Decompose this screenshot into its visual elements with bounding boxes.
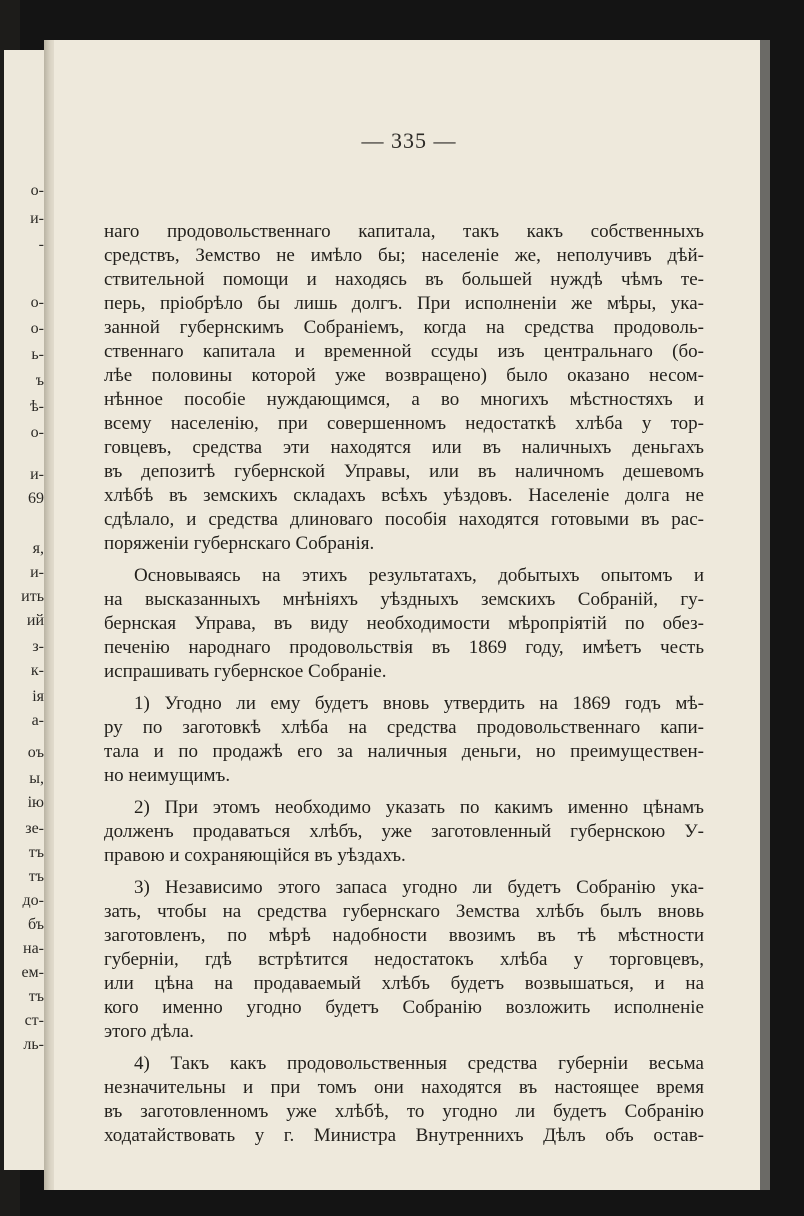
left-page-fragment: на- bbox=[23, 940, 44, 957]
text-line: хлѣбѣ въ земскихъ складахъ всѣхъ уѣздовъ. Населеніе долга не bbox=[104, 485, 704, 506]
text-line: этого дѣла. bbox=[104, 1021, 194, 1042]
left-page-fragment: и- bbox=[30, 564, 44, 581]
page-number: — 335 — bbox=[361, 128, 457, 153]
left-page-fragment: ем- bbox=[21, 964, 44, 981]
left-page-fragment: ія bbox=[32, 688, 44, 705]
text-line: сдѣлало, и средства длиноваго пособія находятся готовыми въ рас- bbox=[104, 509, 704, 530]
text-line: печенію народнаго продовольствія въ 1869 году, имѣетъ честь bbox=[104, 637, 704, 658]
text-line: наго продовольственнаго капитала, такъ какъ собственныхъ bbox=[104, 221, 704, 242]
left-page-fragment: ію bbox=[27, 794, 44, 811]
text-line: перь, пріобрѣло бы лишь долгъ. При исполненіи же мѣры, ука- bbox=[104, 293, 704, 314]
text-line: зать, чтобы на средства губернскаго Земства хлѣбъ былъ вновь bbox=[104, 901, 704, 922]
left-page-fragment: з- bbox=[32, 638, 44, 655]
left-page-fragment: ить bbox=[21, 588, 44, 605]
left-page-fragment: и- bbox=[30, 466, 44, 483]
text-line: ствительной помощи и находясь въ большей нуждѣ чѣмъ те- bbox=[104, 269, 704, 290]
text-line: 3) Независимо этого запаса угодно ли будетъ Собранію ука- bbox=[134, 877, 704, 898]
text-line: лѣе половины которой уже возвращено) было оказано несом- bbox=[104, 365, 704, 386]
left-page-fragment: а- bbox=[31, 712, 44, 729]
page-edge-shadow bbox=[760, 40, 770, 1190]
text-line: 2) При этомъ необходимо указать по какимъ именно цѣнамъ bbox=[134, 797, 704, 818]
text-line: кого именно угодно будетъ Собранію возложить исполненіе bbox=[104, 997, 704, 1018]
left-page-fragment: зе- bbox=[25, 820, 44, 837]
left-page-fragment: ъ bbox=[35, 372, 44, 389]
left-page-fragment: о- bbox=[30, 294, 44, 311]
text-line: тала и по продажѣ его за наличныя деньги, но преимуществен- bbox=[104, 741, 704, 762]
left-page-fragment: ст- bbox=[24, 1012, 44, 1029]
left-page-fragment: ь- bbox=[31, 346, 44, 363]
left-page-fragment: ль- bbox=[23, 1036, 44, 1053]
left-page-fragment: бъ bbox=[27, 916, 44, 933]
text-line: Основываясь на этихъ результатахъ, добытыхъ опытомъ и bbox=[134, 565, 704, 586]
text-line: губерніи, гдѣ встрѣтится недостатокъ хлѣба у торговцевъ, bbox=[104, 949, 704, 970]
left-page-fragment: и- bbox=[30, 210, 44, 227]
text-line: испрашивать губернское Собраніе. bbox=[104, 661, 387, 682]
text-line: бернская Управа, въ виду необходимости мѣропріятій по обез- bbox=[104, 613, 704, 634]
left-page-fragment: - bbox=[38, 236, 44, 253]
left-page-fragment: я, bbox=[32, 540, 44, 557]
text-line: поряженіи губернскаго Собранія. bbox=[104, 533, 375, 554]
left-page-fragment: о- bbox=[30, 182, 44, 199]
text-line: занной губернскимъ Собраніемъ, когда на средства продоволь- bbox=[104, 317, 704, 338]
left-page-fragment: тъ bbox=[28, 988, 44, 1005]
left-page-fragment: о- bbox=[30, 424, 44, 441]
text-line: правою и сохраняющійся въ уѣздахъ. bbox=[104, 845, 406, 866]
left-page-fragment: ий bbox=[26, 612, 44, 629]
text-line: нѣнное пособіе нуждающимся, а во многихъ мѣстностяхъ и bbox=[104, 389, 704, 410]
text-line: заготовленъ, по мѣрѣ надобности ввозимъ въ тѣ мѣстности bbox=[104, 925, 704, 946]
text-line: ру по заготовкѣ хлѣба на средства продовольственнаго капи- bbox=[104, 717, 704, 738]
text-line: но неимущимъ. bbox=[104, 765, 231, 786]
left-page-fragment: к- bbox=[30, 662, 44, 679]
text-line: ходатайствовать у г. Министра Внутреннихъ Дѣлъ объ остав- bbox=[104, 1125, 704, 1146]
text-line: ственнаго капитала и временной ссуды изъ центральнаго (бо- bbox=[104, 341, 704, 362]
left-page-fragment: до- bbox=[22, 892, 44, 909]
text-line: долженъ продаваться хлѣбъ, уже заготовленный губернскою У- bbox=[104, 821, 704, 842]
left-page-fragment: 69 bbox=[28, 490, 44, 507]
document-page bbox=[54, 40, 764, 1190]
text-line: 1) Угодно ли ему будетъ вновь утвердить на 1869 годъ мѣ- bbox=[134, 693, 704, 714]
text-line: незначительны и при томъ они находятся въ настоящее время bbox=[104, 1077, 704, 1098]
left-page-fragment: оъ bbox=[27, 744, 44, 761]
text-line: въ депозитѣ губернской Управы, или въ наличномъ дешевомъ bbox=[104, 461, 704, 482]
text-line: всему населенію, при совершенномъ недостаткѣ хлѣба у тор- bbox=[104, 413, 704, 434]
left-page-fragment: тъ bbox=[28, 868, 44, 885]
text-line: 4) Такъ какъ продовольственныя средства губерніи весьма bbox=[134, 1053, 704, 1074]
text-line: на высказанныхъ мнѣніяхъ уѣздныхъ земскихъ Собраній, гу- bbox=[104, 589, 704, 610]
text-line: или цѣна на продаваемый хлѣбъ будетъ возвышаться, и на bbox=[104, 973, 704, 994]
text-line: въ заготовленномъ уже хлѣбѣ, то угодно ли будетъ Собранію bbox=[104, 1101, 704, 1122]
left-page-fragment: о- bbox=[30, 320, 44, 337]
left-page-fragment: ы, bbox=[29, 770, 44, 787]
text-line: средствъ, Земство не имѣло бы; населеніе же, неполучивъ дѣй- bbox=[104, 245, 704, 266]
left-page-fragment: тъ bbox=[28, 844, 44, 861]
text-line: говцевъ, средства эти находятся или въ наличныхъ деньгахъ bbox=[104, 437, 704, 458]
left-page-fragment: ѣ- bbox=[29, 398, 44, 415]
